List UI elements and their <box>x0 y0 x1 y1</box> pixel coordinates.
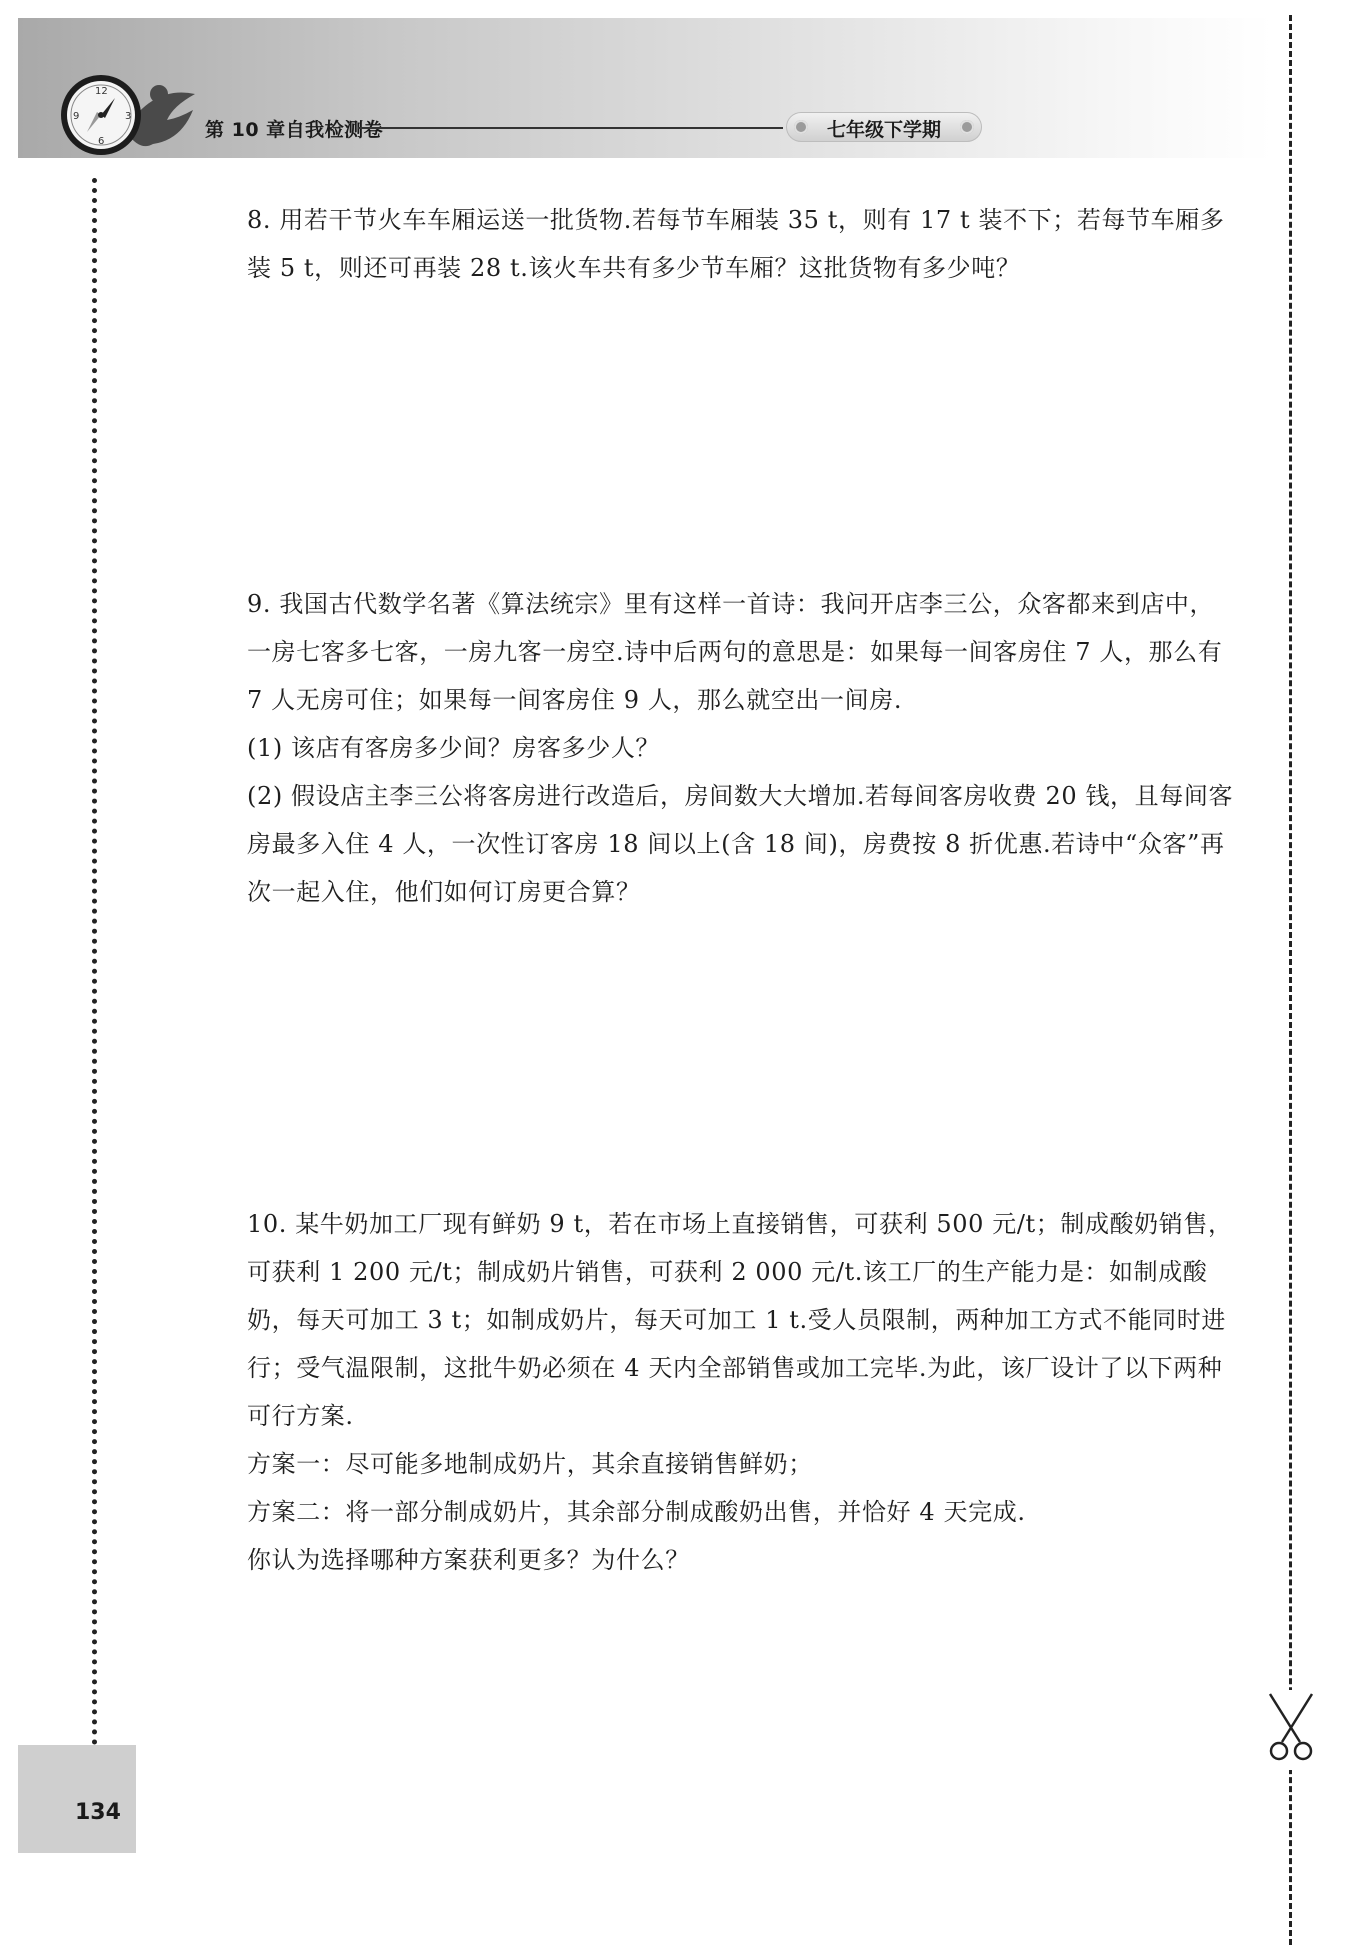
page-number-box <box>18 1745 136 1853</box>
svg-text:9: 9 <box>73 111 80 122</box>
scissors-icon <box>1262 1690 1320 1770</box>
question-10-question: 你认为选择哪种方案获利更多？为什么？ <box>247 1546 690 1574</box>
chapter-title: 第 10 章自我检测卷 <box>205 119 384 141</box>
header-rule <box>358 127 783 129</box>
question-9-intro: 9. 我国古代数学名著《算法统宗》里有这样一首诗：我问开店李三公，众客都来到店中，一房七客多七客，一房九客一房空.诗中后两句的意思是：如果每一间客房住 7 人，那么有 7 人无房可住；如果每一间客房住 9 人，那么就空出一间房. <box>247 590 1223 714</box>
badge-dot-right-icon <box>960 120 974 134</box>
question-10-plan-2: 方案二：将一部分制成奶片，其余部分制成酸奶出售，并恰好 4 天完成. <box>247 1498 1026 1526</box>
question-8: 8. 用若干节火车车厢运送一批货物.若每节车厢装 35 t，则有 17 t 装不下；若每节车厢多装 5 t，则还可再装 28 t.该火车共有多少节车厢？这批货物有多少吨？ <box>247 206 1225 282</box>
svg-text:12: 12 <box>95 86 108 97</box>
page-number: 134 <box>75 1800 121 1825</box>
dashed-cut-line <box>1289 15 1292 1945</box>
grade-label: 七年级下学期 <box>826 119 941 141</box>
grade-badge <box>786 112 982 142</box>
question-9-part-1: (1) 该店有客房多少间？房客多少人？ <box>247 734 661 762</box>
question-9-part-2: (2) 假设店主李三公将客房进行改造后，房间数大大增加.若每间客房收费 20 钱，且每间客房最多入住 4 人，一次性订客房 18 间以上(含 18 间)，房费按 8 折优惠.若诗中“众客”再次一起入住，他们如何订房更合算？ <box>247 782 1234 906</box>
dotted-binding-line <box>92 178 97 1746</box>
question-10-plan-1: 方案一：尽可能多地制成奶片，其余直接销售鲜奶； <box>247 1450 813 1478</box>
svg-text:3: 3 <box>125 111 132 122</box>
question-10-intro: 10. 某牛奶加工厂现有鲜奶 9 t，若在市场上直接销售，可获利 500 元/t；制成酸奶销售，可获利 1 200 元/t；制成奶片销售，可获利 2 000 元/t.该工厂的生产能力是：如制成酸奶，每天可加工 3 t；如制成奶片，每天可加工 1 t.受人员限制，两种加工方式不能同时进行；受气温限制，这批牛奶必须在 4 天内全部销售或加工完毕.为此，该厂设计了以下两种可行方案. <box>247 1210 1233 1430</box>
compass-runner-logo-icon <box>55 60 205 160</box>
svg-text:6: 6 <box>98 136 105 147</box>
